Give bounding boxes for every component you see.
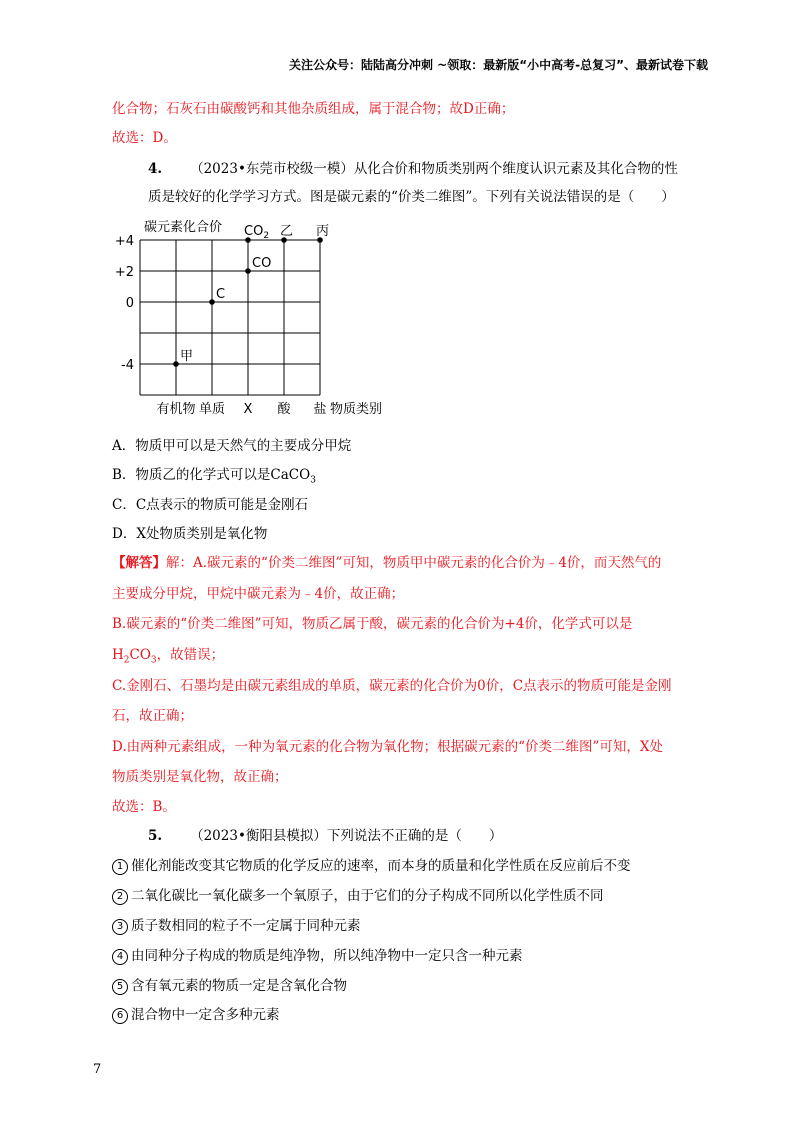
q4-answer-line8: 物质类别是氧化物，故正确； xyxy=(112,769,288,785)
q5-item xyxy=(112,946,523,966)
data-point xyxy=(209,299,215,305)
q4-option-d: D．X处物质类别是氧化物 xyxy=(112,526,268,542)
q5-item xyxy=(112,856,631,876)
y-tick-label: -4 xyxy=(121,358,134,373)
formula-sub2: 3 xyxy=(150,655,157,666)
q4-option-b xyxy=(112,465,316,491)
formula-co: CO xyxy=(129,647,151,663)
data-point-label-sub: 2 xyxy=(263,231,270,241)
q5-item-text: 由同种分子构成的物质是纯净物，所以纯净物中一定只含一种元素 xyxy=(131,948,523,964)
q4-answer-line9: 故选：B。 xyxy=(112,799,176,815)
q5-item-text: 催化剂能改变其它物质的化学反应的速率，而本身的质量和化学性质在反应前后不变 xyxy=(131,858,631,874)
q5-item xyxy=(112,886,604,906)
circled-number-icon: 4 xyxy=(112,949,128,965)
q4-answer-line4 xyxy=(112,645,224,671)
q5-number: 5. xyxy=(148,828,163,844)
prev-answer-line2: 故选：D。 xyxy=(112,130,177,146)
formula-h: H xyxy=(112,647,124,663)
y-tick-label: +4 xyxy=(114,234,134,249)
page-number: 7 xyxy=(93,1062,102,1077)
y-tick-label: 0 xyxy=(125,296,134,311)
q5-item-text: 混合物中一定含多种元素 xyxy=(131,1007,280,1023)
answer-text4: ，故错误； xyxy=(156,647,225,663)
x-axis-label: 物质类别 xyxy=(330,402,383,417)
q4-number: 4. xyxy=(148,161,163,177)
q4-option-a: A．物质甲可以是天然气的主要成分甲烷 xyxy=(112,438,352,454)
page-header: 关注公众号：陆陆高分冲刺 ~领取：最新版“小中高考-总复习”、最新试卷下载 xyxy=(289,58,708,72)
x-category-label: 酸 xyxy=(277,402,291,417)
valence-category-chart xyxy=(104,216,383,424)
q5-stem-text: （2023•衡阳县模拟）下列说法不正确的是（ ） xyxy=(190,828,503,844)
data-point-label: $CO_2$ xyxy=(244,224,270,241)
circled-number-icon: 5 xyxy=(112,979,128,995)
circled-number-icon: 6 xyxy=(112,1008,128,1024)
q4-answer-line6: 石，故正确； xyxy=(112,708,193,724)
prev-answer-line1: 化合物；石灰石由碳酸钙和其他杂质组成，属于混合物；故D正确； xyxy=(112,101,515,117)
q4-answer-line7: D.由两种元素组成，一种为氧元素的化合物为氧化物；根据碳元素的“价类二维图”可知，X处 xyxy=(112,739,664,755)
q4-answer-line3: B.碳元素的“价类二维图”可知，物质乙属于酸，碳元素的化合价为+4价，化学式可以是 xyxy=(112,616,633,632)
data-point xyxy=(173,361,179,367)
data-point-label: 甲 xyxy=(180,349,194,364)
q4-option-b-text: B．物质乙的化学式可以是CaCO xyxy=(112,467,311,483)
q4-answer-line5: C.金刚石、石墨均是由碳元素组成的单质，碳元素的化合价为0价，C点表示的物质可能是金刚 xyxy=(112,678,672,694)
q5-item-text: 二氧化碳比一氧化碳多一个氧原子，由于它们的分子构成不同所以化学性质不同 xyxy=(131,888,604,904)
data-point-label: 丙 xyxy=(316,224,330,239)
data-point xyxy=(245,268,251,274)
y-axis-label: 碳元素化合价 xyxy=(144,220,223,235)
q5-item-text: 含有氧元素的物质一定是含氧化合物 xyxy=(131,978,347,994)
circled-number-icon: 1 xyxy=(112,859,128,875)
circled-number-icon: 2 xyxy=(112,889,128,905)
x-category-label: X xyxy=(243,402,253,417)
circled-number-icon: 3 xyxy=(112,919,128,935)
answer-text1: 解：A.碳元素的“价类二维图”可知，物质甲中碳元素的化合价为﹣4价，而天然气的 xyxy=(166,555,662,571)
q5-stem xyxy=(148,826,502,846)
q4-stem-text1: （2023•东莞市校级一模）从化合价和物质类别两个维度认识元素及其化合物的性 xyxy=(190,161,678,177)
chart-grid xyxy=(140,240,320,395)
q5-item xyxy=(112,1005,280,1025)
x-category-label: 盐 xyxy=(313,402,327,417)
q4-stem-line2: 质是较好的化学学习方式。图是碳元素的“价类二维图”。下列有关说法错误的是（ ） xyxy=(148,189,675,205)
q4-option-c: C．C点表示的物质可能是金刚石 xyxy=(112,497,309,513)
q4-option-b-sub: 3 xyxy=(310,475,316,486)
q5-item xyxy=(112,976,347,996)
q4-stem-line1 xyxy=(148,159,678,179)
data-point-label: 乙 xyxy=(280,224,294,239)
q5-item xyxy=(112,916,361,936)
y-tick-label: +2 xyxy=(114,265,134,280)
x-category-label: 单质 xyxy=(198,402,226,417)
q5-item-text: 质子数相同的粒子不一定属于同种元素 xyxy=(131,918,361,934)
q4-answer-line1 xyxy=(112,553,661,573)
q4-answer-line2: 主要成分甲烷，甲烷中碳元素为﹣4价，故正确； xyxy=(112,586,405,602)
answer-tag: 【解答】 xyxy=(112,555,166,571)
data-point-label: C xyxy=(216,287,226,302)
data-point-label: CO xyxy=(252,256,272,271)
formula-sub1: 2 xyxy=(123,655,130,666)
x-category-label: 有机物 xyxy=(156,402,196,417)
